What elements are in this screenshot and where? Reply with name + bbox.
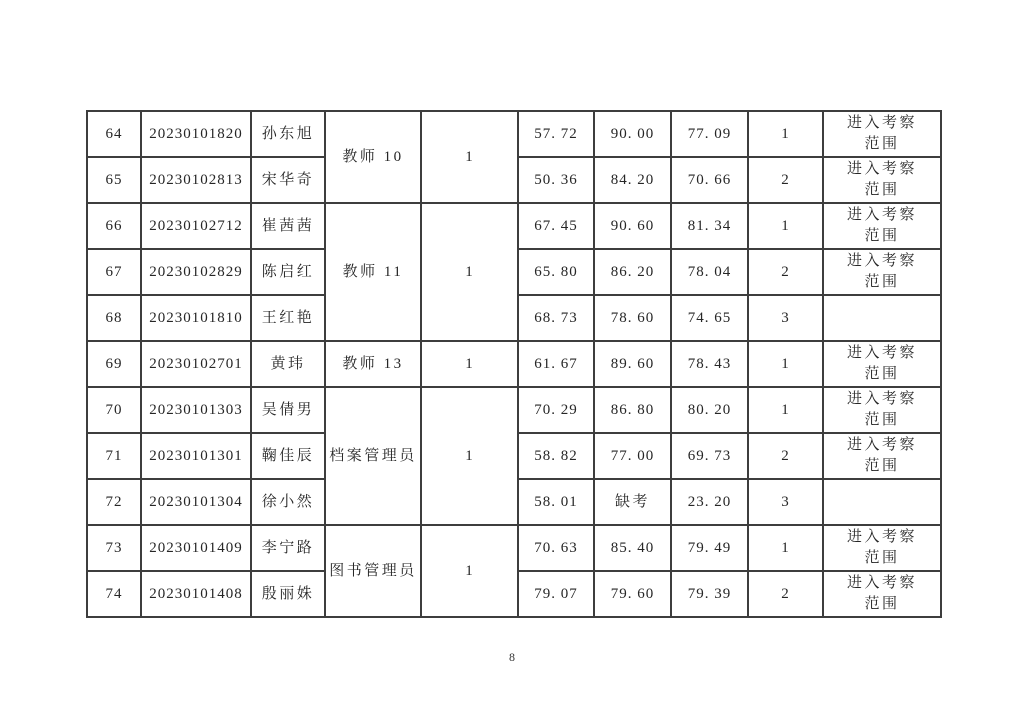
remark-text: 进入考察范围 [846,437,917,474]
cell-rank: 3 [748,479,823,525]
remark-text: 进入考察范围 [846,207,917,244]
cell-written-score: 68. 73 [518,295,594,341]
cell-written-score: 57. 72 [518,111,594,157]
cell-name: 殷丽姝 [251,571,325,617]
cell-written-score: 50. 36 [518,157,594,203]
cell-id: 20230102701 [141,341,251,387]
cell-rank: 1 [748,387,823,433]
cell-total-score: 74. 65 [671,295,748,341]
cell-written-score: 70. 63 [518,525,594,571]
results-table [86,110,942,618]
cell-id: 20230101409 [141,525,251,571]
cell-rank: 2 [748,433,823,479]
cell-interview-score: 89. 60 [594,341,671,387]
remark-text: 进入考察范围 [846,253,917,290]
cell-name: 陈启红 [251,249,325,295]
cell-written-score: 79. 07 [518,571,594,617]
cell-interview-score: 90. 60 [594,203,671,249]
cell-written-score: 58. 82 [518,433,594,479]
cell-count: 1 [421,341,518,387]
cell-position: 档案管理员 [325,387,421,525]
cell-name: 黄玮 [251,341,325,387]
page-number: 8 [509,650,515,664]
table-row [87,341,941,387]
cell-position: 图书管理员 [325,525,421,617]
cell-interview-score: 86. 80 [594,387,671,433]
cell-seq: 65 [87,157,141,203]
cell-id: 20230102829 [141,249,251,295]
cell-interview-score: 77. 00 [594,433,671,479]
cell-rank: 3 [748,295,823,341]
cell-rank: 2 [748,571,823,617]
cell-remark [823,295,941,341]
cell-id: 20230101304 [141,479,251,525]
cell-seq: 68 [87,295,141,341]
cell-count: 1 [421,203,518,341]
cell-name: 徐小然 [251,479,325,525]
remark-text: 进入考察范围 [846,529,917,566]
cell-rank: 1 [748,111,823,157]
cell-name: 宋华奇 [251,157,325,203]
cell-remark [823,111,941,157]
cell-seq: 72 [87,479,141,525]
cell-id: 20230102813 [141,157,251,203]
cell-count: 1 [421,111,518,203]
cell-seq: 70 [87,387,141,433]
remark-text: 进入考察范围 [846,161,917,198]
cell-written-score: 65. 80 [518,249,594,295]
table-row [87,525,941,571]
remark-text: 进入考察范围 [846,115,917,152]
cell-interview-score: 90. 00 [594,111,671,157]
cell-total-score: 70. 66 [671,157,748,203]
cell-remark [823,433,941,479]
cell-seq: 74 [87,571,141,617]
cell-rank: 1 [748,525,823,571]
cell-interview-score: 缺考 [594,479,671,525]
cell-total-score: 79. 39 [671,571,748,617]
cell-id: 20230101303 [141,387,251,433]
cell-total-score: 77. 09 [671,111,748,157]
cell-interview-score: 85. 40 [594,525,671,571]
cell-interview-score: 78. 60 [594,295,671,341]
cell-position: 教师 10 [325,111,421,203]
cell-id: 20230101820 [141,111,251,157]
cell-position: 教师 11 [325,203,421,341]
remark-text: 进入考察范围 [846,391,917,428]
cell-interview-score: 84. 20 [594,157,671,203]
cell-written-score: 58. 01 [518,479,594,525]
cell-interview-score: 79. 60 [594,571,671,617]
cell-total-score: 78. 04 [671,249,748,295]
cell-total-score: 80. 20 [671,387,748,433]
cell-seq: 71 [87,433,141,479]
cell-position: 教师 13 [325,341,421,387]
cell-total-score: 81. 34 [671,203,748,249]
cell-rank: 2 [748,157,823,203]
cell-id: 20230102712 [141,203,251,249]
cell-remark [823,157,941,203]
cell-id: 20230101408 [141,571,251,617]
cell-seq: 66 [87,203,141,249]
cell-interview-score: 86. 20 [594,249,671,295]
cell-rank: 2 [748,249,823,295]
remark-text: 进入考察范围 [846,345,917,382]
table-row [87,387,941,433]
cell-total-score: 78. 43 [671,341,748,387]
cell-remark [823,341,941,387]
cell-written-score: 67. 45 [518,203,594,249]
cell-name: 孙东旭 [251,111,325,157]
cell-name: 王红艳 [251,295,325,341]
cell-total-score: 69. 73 [671,433,748,479]
cell-name: 崔茜茜 [251,203,325,249]
cell-id: 20230101301 [141,433,251,479]
cell-rank: 1 [748,203,823,249]
cell-written-score: 70. 29 [518,387,594,433]
cell-remark [823,571,941,617]
table-row [87,111,941,157]
cell-total-score: 79. 49 [671,525,748,571]
cell-name: 鞠佳辰 [251,433,325,479]
cell-seq: 69 [87,341,141,387]
cell-seq: 67 [87,249,141,295]
cell-rank: 1 [748,341,823,387]
cell-count: 1 [421,387,518,525]
cell-seq: 64 [87,111,141,157]
table-row [87,203,941,249]
cell-remark [823,525,941,571]
cell-remark [823,479,941,525]
cell-seq: 73 [87,525,141,571]
remark-text: 进入考察范围 [846,575,917,612]
cell-id: 20230101810 [141,295,251,341]
cell-count: 1 [421,525,518,617]
cell-total-score: 23. 20 [671,479,748,525]
cell-name: 李宁路 [251,525,325,571]
cell-remark [823,203,941,249]
cell-remark [823,387,941,433]
cell-name: 吴倩男 [251,387,325,433]
cell-remark [823,249,941,295]
cell-written-score: 61. 67 [518,341,594,387]
